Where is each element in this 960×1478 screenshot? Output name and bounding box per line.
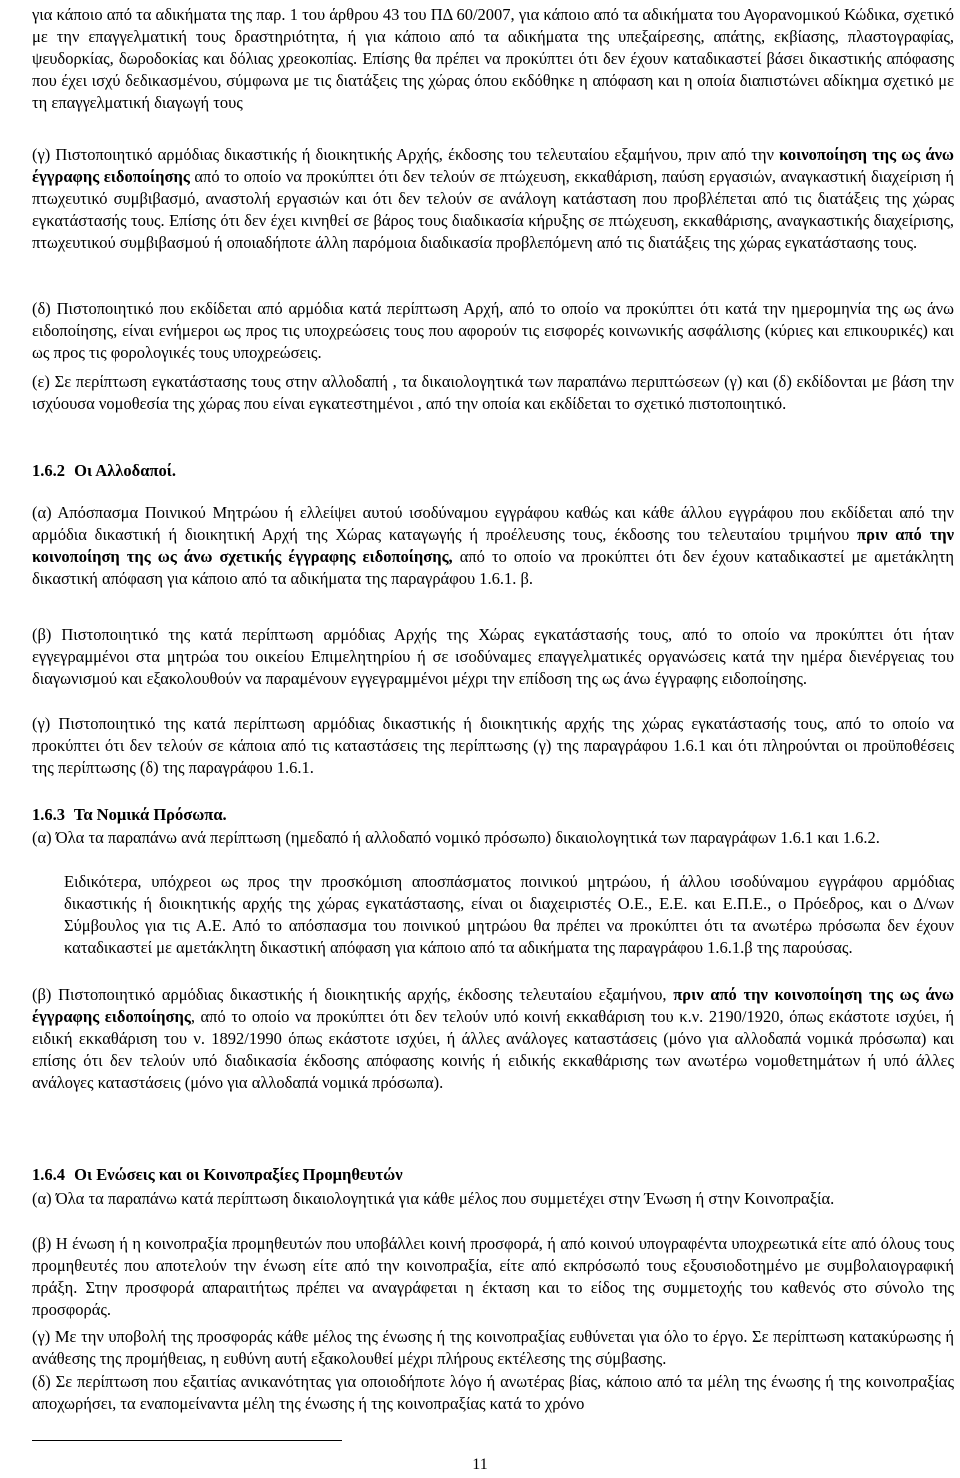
paragraph-1-6-1-g: (γ) Πιστοποιητικό αρμόδιας δικαστικής ή διοικητικής Αρχής, έκδοσης του τελευταίου εξαμήνου, πριν από την κοινοποίηση της ως άνω έγγραφης ειδοποίησης από το οποίο να προκύπτει ότι δεν τελούν σε πτώχευση, εκκαθάριση, παύση εργασιών, αναγκαστική διαχείριση ή πτωχευτικό συμβιβασμό, αναστολή εργασιών και ότι δεν τελούν σε ανάλογη κατάσταση που προβλέπεται από τις διατάξεις της χώρας εγκατάστασής τους. Επίσης ότι δεν έχει κινηθεί σε βάρος τους διαδικασία κήρυξης σε πτώχευση, εκκαθάρισης, αναγκαστικής διαχείρισης, πτωχευτικού συμβιβασμού ή οποιαδήποτε άλλη παρόμοια διαδικασία προβλεπόμενη από τις διατάξεις της χώρας εγκατάστασης τους.: [32, 145, 954, 252]
paragraph-1-6-4-g: (γ) Με την υποβολή της προσφοράς κάθε μέλος της ένωσης ή της κοινοπραξίας ευθύνεται για όλο το έργο. Σε περίπτωση κατακύρωσης ή ανάθεσης της προμήθειας, η ευθύνη αυτή εξακολουθεί μέχρι πλήρους εκτέλεσης της σύμβασης.: [32, 1327, 954, 1368]
paragraph-1-6-2-g: (γ) Πιστοποιητικό της κατά περίπτωση αρμόδιας δικαστικής ή διοικητικής αρχής της χώρας εγκατάστασής τους, από το οποίο να προκύπτει ότι δεν τελούν σε κάποια από τις καταστάσεις της περίπτωσης (γ) της παραγράφου 1.6.1 και ότι πληρούνται οι προϋποθέσεις της περίπτωσης (δ) της παραγράφου 1.6.1.: [32, 714, 954, 777]
paragraph-1-6-2-b: (β) Πιστοποιητικό της κατά περίπτωση αρμόδιας Αρχής της Χώρας εγκατάστασής τους, από το οποίο να προκύπτει ότι ήταν εγγεγραμμένοι στα μητρώα του οικείου Επιμελητηρίου ή σε ισοδύναμες επαγγελματικές οργανώσεις κατά την ημέρα διενέργειας του διαγωνισμού και εξακολουθούν να παραμένουν εγγεγραμμένοι μέχρι την επίδοση της ως άνω έγγραφης ειδοποίησης.: [32, 625, 954, 688]
heading-1-6-3: 1.6.3 Τα Νομικά Πρόσωπα.: [32, 805, 227, 824]
paragraph-1-6-3-b: (β) Πιστοποιητικό αρμόδιας δικαστικής ή διοικητικής αρχής, έκδοσης τελευταίου εξαμήνου, πριν από την κοινοποίηση της ως άνω έγγραφης ειδοποίησης, από το οποίο να προκύπτει ότι δεν τελούν υπό κοινή εκκαθάριση του κ.ν. 2190/1920, όπως εκάστοτε ισχύει, ή ειδική εκκαθάριση του ν. 1892/1990 όπως εκάστοτε ισχύει, ή άλλες ανάλογες καταστάσεις (μόνο για αλλοδαπά νομικά πρόσωπα) και επίσης ότι δεν τελούν υπό διαδικασία έκδοσης απόφασης κοινής ή ειδικής εκκαθάρισης των ανωτέρω νομοθετημάτων ή υπό άλλες ανάλογες καταστάσεις (μόνο για αλλοδαπά νομικά πρόσωπα).: [32, 985, 954, 1092]
paragraph-1-6-1-e: (ε) Σε περίπτωση εγκατάστασης τους στην αλλοδαπή , τα δικαιολογητικά των παραπάνω περιπτώσεων (γ) και (δ) εκδίδονται με βάση την ισχύουσα νομοθεσία της χώρας που είναι εγκατεστημένοι , από την οποία και εκδίδεται το σχετικό πιστοποιητικό.: [32, 372, 954, 413]
page-number: 11: [472, 1456, 488, 1473]
paragraph-1-6-4-b: (β) Η ένωση ή η κοινοπραξία προμηθευτών που υποβάλλει κοινή προσφορά, ή από κοινού υπογραφέντα υποχρεωτικά είτε από όλους τους προμηθευτές που αποτελούν την ένωση είτε από την κοινοπραξία, είτε από εκπρόσωπό τους εξουσιοδοτημένο με συμβολαιογραφική πράξη. Στην προσφορά απαραιτήτως πρέπει να αναγράφεται η έκταση και το είδος της συμμετοχής του καθενός στο σύνολο της προσφοράς.: [32, 1234, 954, 1319]
paragraph-1-6-2-a: (α) Απόσπασμα Ποινικού Μητρώου ή ελλείψει αυτού ισοδύναμου εγγράφου καθώς και κάθε άλλου εγγράφου που εκδίδεται από την αρμόδια δικαστική ή διοικητική Αρχή της Χώρας καταγωγής ή προέλευσης τους, έκδοσης του τελευταίου τριμήνου πριν από την κοινοποίηση της ως άνω σχετικής έγγραφης ειδοποίησης, από το οποίο να προκύπτει ότι δεν έχουν καταδικαστεί με αμετάκλητη δικαστική απόφαση για κάποιο από τα αδικήματα της παραγράφου 1.6.1. β.: [32, 503, 955, 588]
footer-rule: [32, 1440, 342, 1441]
paragraph-1-6-4-a: (α) Όλα τα παραπάνω κατά περίπτωση δικαιολογητικά για κάθε μέλος που συμμετέχει στην Ένωση ή στην Κοινοπραξία.: [32, 1189, 835, 1208]
paragraph-1-6-3-a: (α) Όλα τα παραπάνω ανά περίπτωση (ημεδαπό ή αλλοδαπό νομικό πρόσωπο) δικαιολογητικά των παραγράφων 1.6.1 και 1.6.2.: [32, 828, 880, 847]
heading-1-6-2: 1.6.2 Οι Αλλοδαποί.: [32, 461, 176, 480]
paragraph-1-6-4-d: (δ) Σε περίπτωση που εξαιτίας ανικανότητας για οποιοδήποτε λόγο ή ανωτέρας βίας, κάποιο από τα μέλη της ένωσης ή της κοινοπραξίας αποχωρήσει, τα εναπομείναντα μέλη της ένωσης ή της κοινοπραξίας κατά το χρόνο: [32, 1372, 954, 1413]
heading-1-6-4: 1.6.4 Οι Ενώσεις και οι Κοινοπραξίες Προμηθευτών: [32, 1165, 403, 1184]
paragraph-crimes: για κάποιο από τα αδικήματα της παρ. 1 του άρθρου 43 του ΠΔ 60/2007, για κάποιο από τα αδικήματα του Αγορανομικού Κώδικα, σχετικό με την επαγγελματική τους δραστηριότητα, ή για κάποιο από τα αδικήματα της υπεξαίρεσης, απάτης, εκβίασης, πλαστογραφίας, ψευδορκίας, δωροδοκίας και δόλιας χρεοκοπίας. Επίσης θα πρέπει να προκύπτει ότι δεν έχουν καταδικαστεί βάσει δικαστικής απόφασης που έχει ισχύ δεδικασμένου, σύμφωνα με τις διατάξεις της χώρας όπου εκδόθηκε η απόφαση και η οποία διαπιστώνει αδίκημα σχετικό με τη επαγγελματική διαγωγή τους: [32, 5, 955, 112]
paragraph-1-6-3-details: Ειδικότερα, υπόχρεοι ως προς την προσκόμιση αποσπάσματος ποινικού μητρώου, ή άλλου ισοδύναμου εγγράφου αρμόδιας δικαστικής ή διοικητικής αρχής της χώρας εγκατάστασης, είναι οι διαχειριστές Ο.Ε., Ε.Ε. και Ε.Π.Ε., ο Πρόεδρος, και ο Δ/νων Σύμβουλος για τις Α.Ε. Από το απόσπασμα του ποινικού μητρώου θα πρέπει να προκύπτει ότι τα ανωτέρω πρόσωπα δεν έχουν καταδικαστεί με αμετάκλητη δικαστική απόφαση για κάποιο από τα αδικήματα της παραγράφου 1.6.1.β της παρούσας.: [64, 872, 954, 957]
paragraph-1-6-1-d: (δ) Πιστοποιητικό που εκδίδεται από αρμόδια κατά περίπτωση Αρχή, από το οποίο να προκύπτει ότι κατά την ημερομηνία της ως άνω ειδοποίησης, είναι ενήμεροι ως προς τις υποχρεώσεις τους που αφορούν τις εισφορές κοινωνικής ασφάλισης (κύριες και επικουρικές) και ως προς τις φορολογικές τους υποχρεώσεις.: [32, 299, 954, 362]
